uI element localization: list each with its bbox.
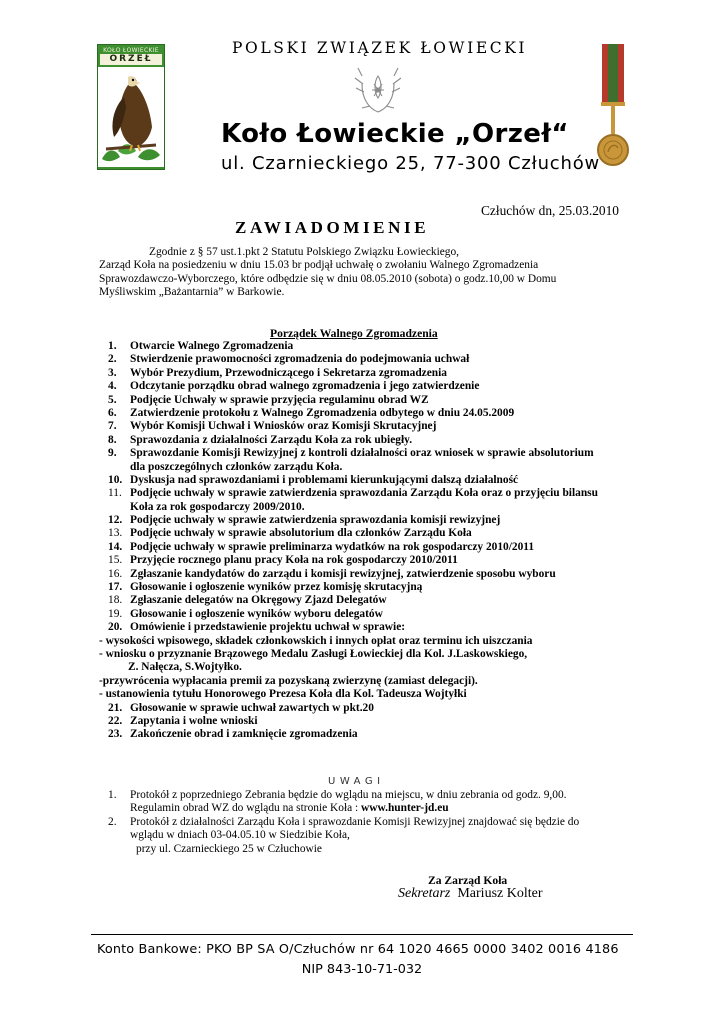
item-number: 2. [108, 815, 117, 828]
logo-top-text: KOŁO ŁOWIECKIE [103, 47, 159, 54]
eagle-icon [98, 67, 164, 167]
item-text: Dyskusja nad sprawozdaniami i problemami kierunkującymi dalszą działalność [130, 473, 519, 486]
list-item [99, 407, 659, 420]
list-item [99, 367, 659, 380]
list-item [99, 568, 659, 581]
club-name: Koło Łowieckie „Orzeł“ [221, 119, 569, 149]
list-item-continuation [99, 461, 659, 474]
org-name: POLSKI ZWIĄZEK ŁOWIECKI [232, 39, 528, 57]
item-number: 7. [108, 420, 117, 433]
item-text: - wysokości wpisowego, składek członkowskich i innych opłat oraz terminu ich uiszczania [99, 634, 533, 647]
list-item [99, 702, 659, 715]
item-text: Odczytanie porządku obrad walnego zgromadzenia i jego zatwierdzenie [130, 380, 480, 393]
notes-title: UWAGI [328, 776, 385, 787]
nip-number: NIP 843-10-71-032 [301, 962, 423, 977]
item-text: Głosowanie w sprawie uchwał zawartych w pkt.20 [130, 701, 374, 714]
item-number: 8. [108, 433, 117, 446]
signature-name: Mariusz Kolter [457, 886, 543, 901]
list-item [99, 487, 659, 500]
item-text: - wniosku o przyznanie Brązowego Medalu Zasługi Łowieckiej dla Kol. J.Laskowskiego, [99, 647, 528, 660]
item-text: Podjęcie uchwały w sprawie zatwierdzenia sprawozdania Zarządu Koła oraz o przyjęciu bilansu [130, 487, 598, 500]
item-text: Podjęcie uchwały w sprawie absolutorium dla członków Zarządu Koła [130, 527, 472, 540]
item-number: 13. [108, 527, 123, 540]
item-text: Wybór Komisji Uchwał i Wniosków oraz Komisji Skrutacyjnej [130, 420, 437, 433]
item-text: Protokół z działalności Zarządu Koła i sprawozdanie Komisji Rewizyjnej znajdować się będzie do [130, 815, 580, 828]
item-text: -przywrócenia wypłacania premii za pozyskaną zwierzynę (zamiast delegacji). [99, 674, 478, 687]
item-number: 22. [108, 714, 123, 727]
list-item-continuation [99, 661, 659, 674]
document-title: ZAWIADOMIENIE [235, 218, 430, 237]
antler-crest-icon [350, 62, 406, 118]
place-date: Człuchów dn, 25.03.2010 [481, 203, 619, 218]
list-item [99, 621, 659, 634]
list-item [99, 420, 659, 433]
item-number: 3. [108, 366, 117, 379]
item-number: 4. [108, 380, 117, 393]
list-item-continuation [99, 829, 659, 842]
footer-divider [91, 934, 633, 935]
intro-line: Sprawozdawczo-Wyborczego, które odbędzie się w dniu 08.05.2010 (sobota) o godz.10,00 w Domu [99, 272, 557, 285]
club-logo [97, 44, 165, 170]
agenda-list [99, 340, 659, 742]
item-text: Zakończenie obrad i zamknięcie zgromadzenia [130, 728, 358, 741]
item-number: 6. [108, 406, 117, 419]
item-number: 2. [108, 353, 117, 366]
list-item [99, 816, 659, 829]
list-item [99, 434, 659, 447]
item-text: Regulamin obrad WZ do wglądu na stronie Koła : [130, 802, 362, 815]
signature-role: Sekretarz [398, 886, 451, 901]
list-item [99, 541, 659, 554]
item-number: 19. [108, 607, 123, 620]
intro-line: Myśliwskim „Bażantarnia” w Barkowie. [99, 286, 285, 299]
item-text: - ustanowienia tytułu Honorowego Prezesa Koła dla Kol. Tadeusza Wojtyłki [99, 688, 467, 701]
signature-board: Za Zarząd Koła [428, 874, 508, 887]
medal-icon [596, 44, 630, 170]
item-text: Koła za rok gospodarczy 2009/2010. [130, 500, 305, 513]
intro-paragraph [99, 246, 556, 300]
list-item [99, 447, 659, 460]
list-item [99, 474, 659, 487]
list-item [99, 728, 659, 741]
item-text: Zatwierdzenie protokołu z Walnego Zgromadzenia odbytego w dniu 24.05.2009 [130, 406, 515, 419]
list-item-continuation [99, 501, 659, 514]
item-text: Zgłaszanie delegatów na Okręgowy Zjazd Delegatów [130, 594, 387, 607]
list-item [99, 789, 659, 802]
intro-line: Zarząd Koła na posiedzeniu w dniu 15.03 br podjął uchwałę o zwołaniu Walnego Zgromadzenia [99, 259, 539, 272]
list-item [99, 380, 659, 393]
item-text: Protokół z poprzedniego Zebrania będzie do wglądu na miejscu, w dniu zebrania od godz. 9,00. [130, 789, 567, 801]
list-item [99, 527, 659, 540]
item-text: Otwarcie Walnego Zgromadzenia [130, 340, 294, 352]
list-item [99, 394, 659, 407]
item-text: Podjęcie uchwały w sprawie preliminarza wydatków na rok gospodarczy 2010/2011 [130, 540, 535, 553]
item-number: 1. [108, 340, 117, 352]
item-text: Głosowanie i ogłoszenie wyników wyboru delegatów [130, 607, 383, 620]
list-subitem [99, 688, 659, 701]
item-text: wglądu w dniach 03-04.05.10 w Siedzibie Koła, [130, 829, 350, 842]
signature-secretary [398, 886, 543, 902]
item-number: 15. [108, 554, 123, 567]
list-item [99, 514, 659, 527]
item-number: 17. [108, 581, 123, 594]
item-text: Stwierdzenie prawomocności zgromadzenia do podejmowania uchwał [130, 353, 470, 366]
item-text: Zapytania i wolne wnioski [130, 714, 258, 727]
item-number: 9. [108, 447, 117, 460]
item-text: przy ul. Czarnieckiego 25 w Człuchowie [136, 842, 322, 855]
item-text: Wybór Prezydium, Przewodniczącego i Sekretarza zgromadzenia [130, 366, 447, 379]
item-text: Przyjęcie rocznego planu pracy Koła na rok gospodarczy 2010/2011 [130, 554, 458, 567]
item-text: Z. Nałęcza, S.Wojtyłko. [128, 661, 242, 674]
item-text: Głosowanie i ogłoszenie wyników przez komisję skrutacyjną [130, 581, 423, 594]
club-address: ul. Czarnieckiego 25, 77-300 Człuchów [221, 153, 601, 174]
list-item-continuation [99, 802, 659, 815]
item-number: 10. [108, 473, 123, 486]
item-number: 14. [108, 540, 123, 553]
list-subitem [99, 635, 659, 648]
item-text: dla poszczególnych członków zarządu Koła. [130, 460, 343, 473]
item-text: Sprawozdanie Komisji Rewizyjnej z kontroli działalności oraz wniosek w sprawie absolutorium [130, 447, 594, 460]
item-number: 5. [108, 393, 117, 406]
item-number: 12. [108, 514, 123, 527]
list-item [99, 594, 659, 607]
logo-brand-text: ORZEŁ [100, 54, 162, 65]
list-item-continuation [99, 843, 659, 856]
list-item [99, 581, 659, 594]
item-text: Omówienie i przedstawienie projektu uchwał w sprawie: [130, 621, 406, 634]
list-item [99, 340, 659, 353]
item-number: 16. [108, 567, 123, 580]
list-subitem [99, 675, 659, 688]
intro-line: Zgodnie z § 57 ust.1.pkt 2 Statutu Polskiego Związku Łowieckiego, [149, 246, 460, 258]
item-number: 21. [108, 701, 123, 714]
notes-list [99, 789, 659, 856]
website-link[interactable]: www.hunter-jd.eu [361, 802, 449, 815]
item-text: Zgłaszanie kandydatów do zarządu i komisji rewizyjnej, zatwierdzenie sposobu wyboru [130, 567, 556, 580]
list-item [99, 608, 659, 621]
list-item [99, 353, 659, 366]
agenda-title: Porządek Walnego Zgromadzenia [270, 327, 438, 340]
item-number: 11. [108, 487, 122, 500]
item-text: Podjęcie uchwały w sprawie zatwierdzenia sprawozdania komisji rewizyjnej [130, 514, 501, 527]
item-number: 1. [108, 789, 117, 801]
item-number: 18. [108, 594, 123, 607]
bank-account: Konto Bankowe: PKO BP SA O/Człuchów nr 64 1020 4665 0000 3402 0016 4186 [97, 942, 619, 957]
item-text: Sprawozdania z działalności Zarządu Koła za rok ubiegły. [130, 433, 413, 446]
list-subitem [99, 648, 659, 661]
item-text: Podjęcie Uchwały w sprawie przyjęcia regulaminu obrad WZ [130, 393, 429, 406]
item-number: 23. [108, 728, 123, 741]
list-item [99, 715, 659, 728]
list-item [99, 554, 659, 567]
item-number: 20. [108, 621, 123, 634]
